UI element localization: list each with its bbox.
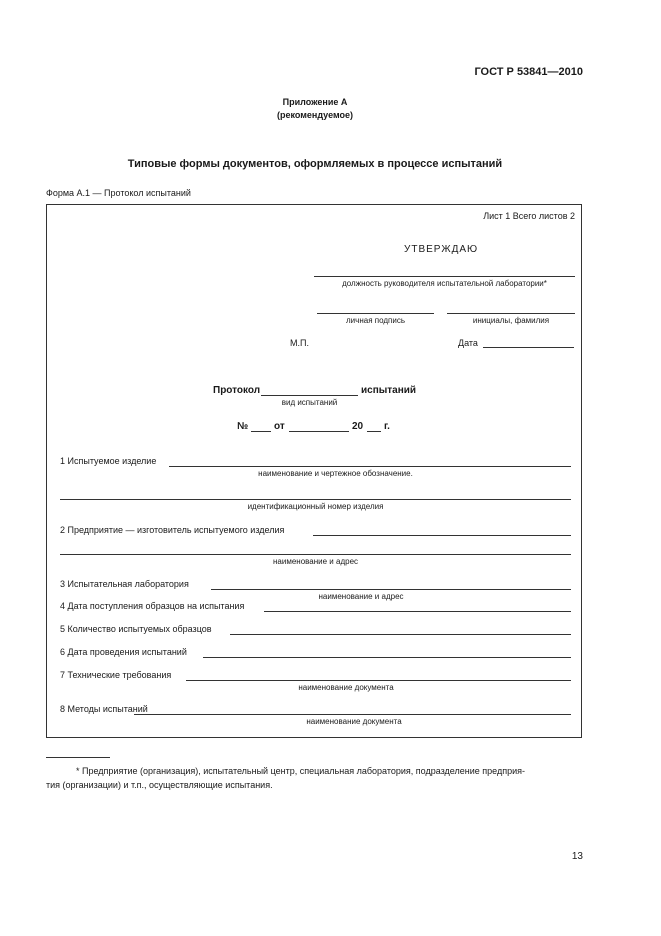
year-label: 20 <box>352 421 364 432</box>
item-8-label: 8 Методы испытаний <box>60 704 148 714</box>
footnote-line-1: * Предприятие (организация), испытательный центр, специальная лаборатория, подразделение предприя- <box>76 766 525 776</box>
item-5-line <box>230 634 571 635</box>
item-1b-caption: идентификационный номер изделия <box>247 502 384 511</box>
date-day-line <box>289 431 349 432</box>
protocol-word: Протокол <box>213 385 261 396</box>
standard-number: ГОСТ Р 53841—2010 <box>474 66 583 78</box>
item-6-line <box>203 657 571 658</box>
item-4-line <box>264 611 571 612</box>
date-label: Дата <box>458 338 478 348</box>
year-suffix: г. <box>384 421 390 432</box>
signature-line <box>317 313 434 314</box>
page-number: 13 <box>571 851 583 862</box>
item-8-caption: наименование документа <box>306 717 402 726</box>
test-type-caption: вид испытаний <box>281 398 338 407</box>
signature-caption: личная подпись <box>346 316 405 325</box>
item-1-caption: наименование и чертежное обозначение. <box>258 469 413 478</box>
item-2b-caption: наименование и адрес <box>272 557 359 566</box>
number-sign: № <box>237 421 249 432</box>
tests-word: испытаний <box>361 385 417 396</box>
item-2-label: 2 Предприятие — изготовитель испытуемого изделия <box>60 525 285 535</box>
form-caption: Форма А.1 — Протокол испытаний <box>46 188 191 198</box>
initials-line <box>447 313 575 314</box>
item-1b-line <box>60 499 571 500</box>
position-line <box>314 276 575 277</box>
sheet-info: Лист 1 Всего листов 2 <box>483 211 575 221</box>
item-3-caption: наименование и адрес <box>318 592 404 601</box>
item-1-label: 1 Испытуемое изделие <box>60 456 157 466</box>
number-line <box>251 431 271 432</box>
item-8-line <box>134 714 571 715</box>
item-2b-line <box>60 554 571 555</box>
item-7-caption: наименование документа <box>298 683 394 692</box>
appendix-subtitle: (рекомендуемое) <box>277 110 353 120</box>
item-3-label: 3 Испытательная лаборатория <box>60 579 189 589</box>
approve-label: УТВЕРЖДАЮ <box>404 244 479 255</box>
initials-caption: инициалы, фамилия <box>472 316 550 325</box>
item-5-label: 5 Количество испытуемых образцов <box>60 624 212 634</box>
footnote-rule <box>46 757 110 758</box>
section-title: Типовые формы документов, оформляемых в процессе испытаний <box>127 158 503 170</box>
test-type-line <box>261 395 358 396</box>
item-6-label: 6 Дата проведения испытаний <box>60 647 187 657</box>
year-line <box>367 431 381 432</box>
from-word: от <box>274 421 285 432</box>
item-4-label: 4 Дата поступления образцов на испытания <box>60 601 245 611</box>
item-1-line <box>169 466 571 467</box>
item-2-line <box>313 535 571 536</box>
item-7-line <box>186 680 571 681</box>
appendix-title: Приложение А <box>282 97 348 107</box>
item-3-line <box>211 589 571 590</box>
stamp-label: М.П. <box>290 338 309 348</box>
position-caption: должность руководителя испытательной лаборатории* <box>342 279 547 288</box>
footnote-line-2: тия (организации) и т.п., осуществляющие испытания. <box>46 780 273 790</box>
item-7-label: 7 Технические требования <box>60 670 172 680</box>
date-line <box>483 347 574 348</box>
